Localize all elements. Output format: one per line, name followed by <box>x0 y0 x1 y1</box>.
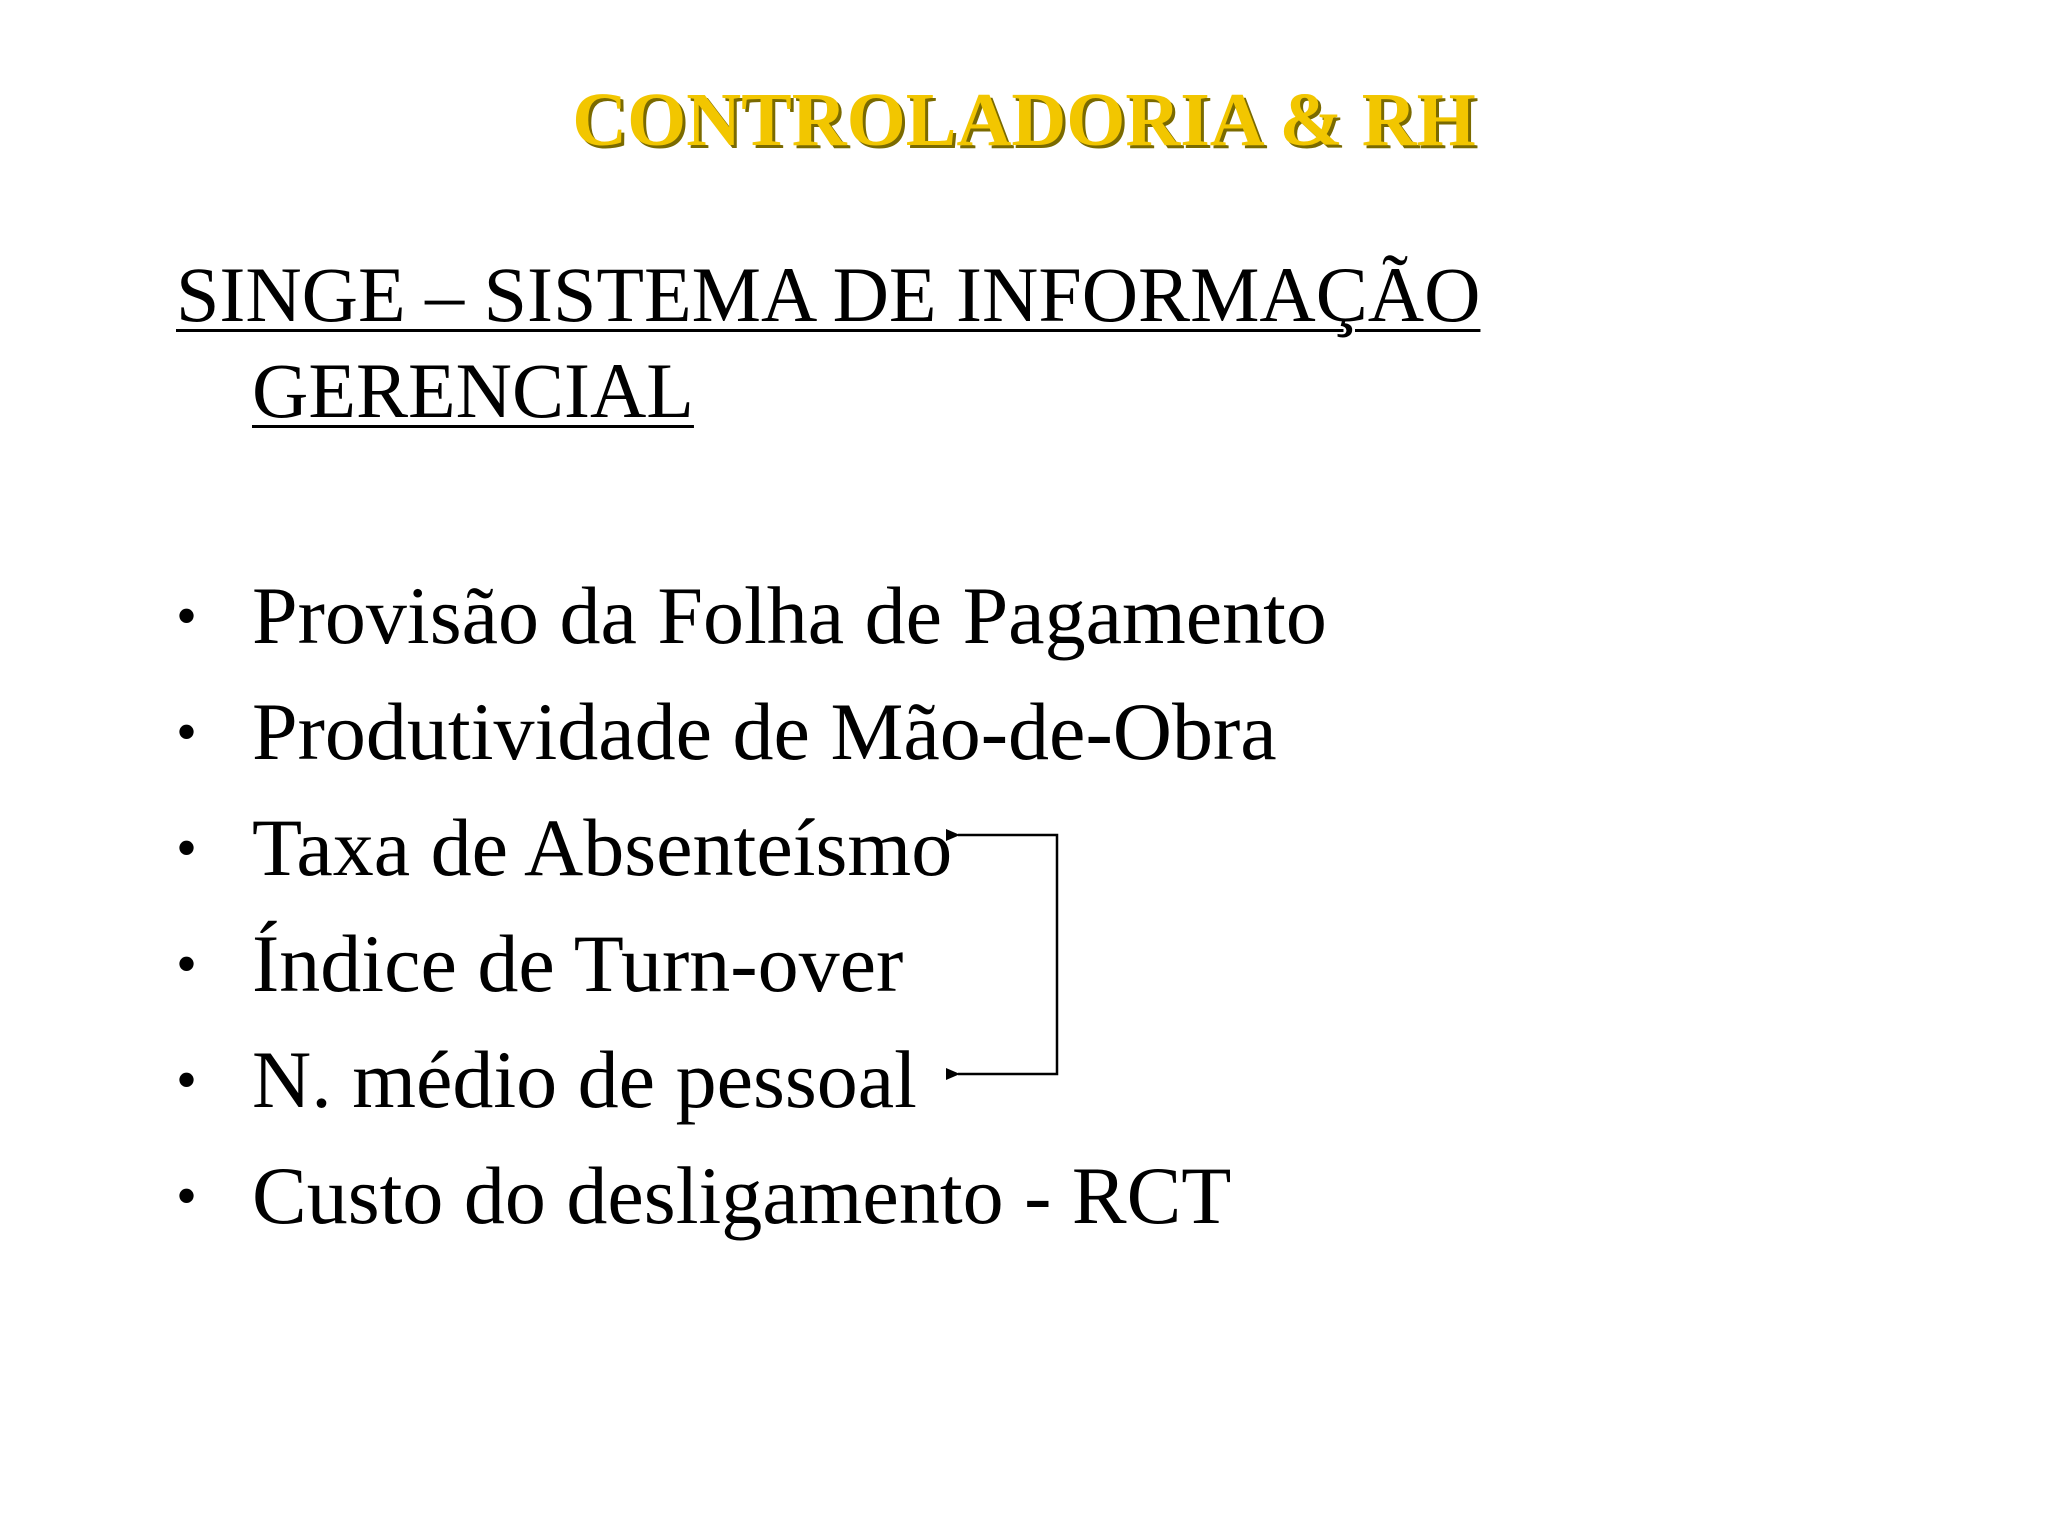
bullet-icon: • <box>176 931 198 997</box>
bracket-arrow-icon <box>958 835 1057 1074</box>
bullet-icon: • <box>176 1163 198 1229</box>
list-item-text: Taxa de Absenteísmo <box>252 802 953 893</box>
subtitle <box>176 247 1480 439</box>
list-item-text: Índice de Turn-over <box>252 918 904 1009</box>
list-item-text: Produtividade de Mão-de-Obra <box>252 686 1277 777</box>
bullet-icon: • <box>176 583 198 649</box>
bullet-icon: • <box>176 815 198 881</box>
subtitle-line-2: GERENCIAL <box>252 347 694 434</box>
bullet-icon: • <box>176 1047 198 1113</box>
list-item-text: N. médio de pessoal <box>252 1034 917 1125</box>
list-item-text: Custo do desligamento - RCT <box>252 1150 1232 1241</box>
bullet-icon: • <box>176 699 198 765</box>
slide-title: CONTROLADORIA & RH <box>572 78 1476 162</box>
subtitle-line-1: SINGE – SISTEMA DE INFORMAÇÃO <box>176 251 1481 338</box>
list-item-text: Provisão da Folha de Pagamento <box>252 570 1327 661</box>
